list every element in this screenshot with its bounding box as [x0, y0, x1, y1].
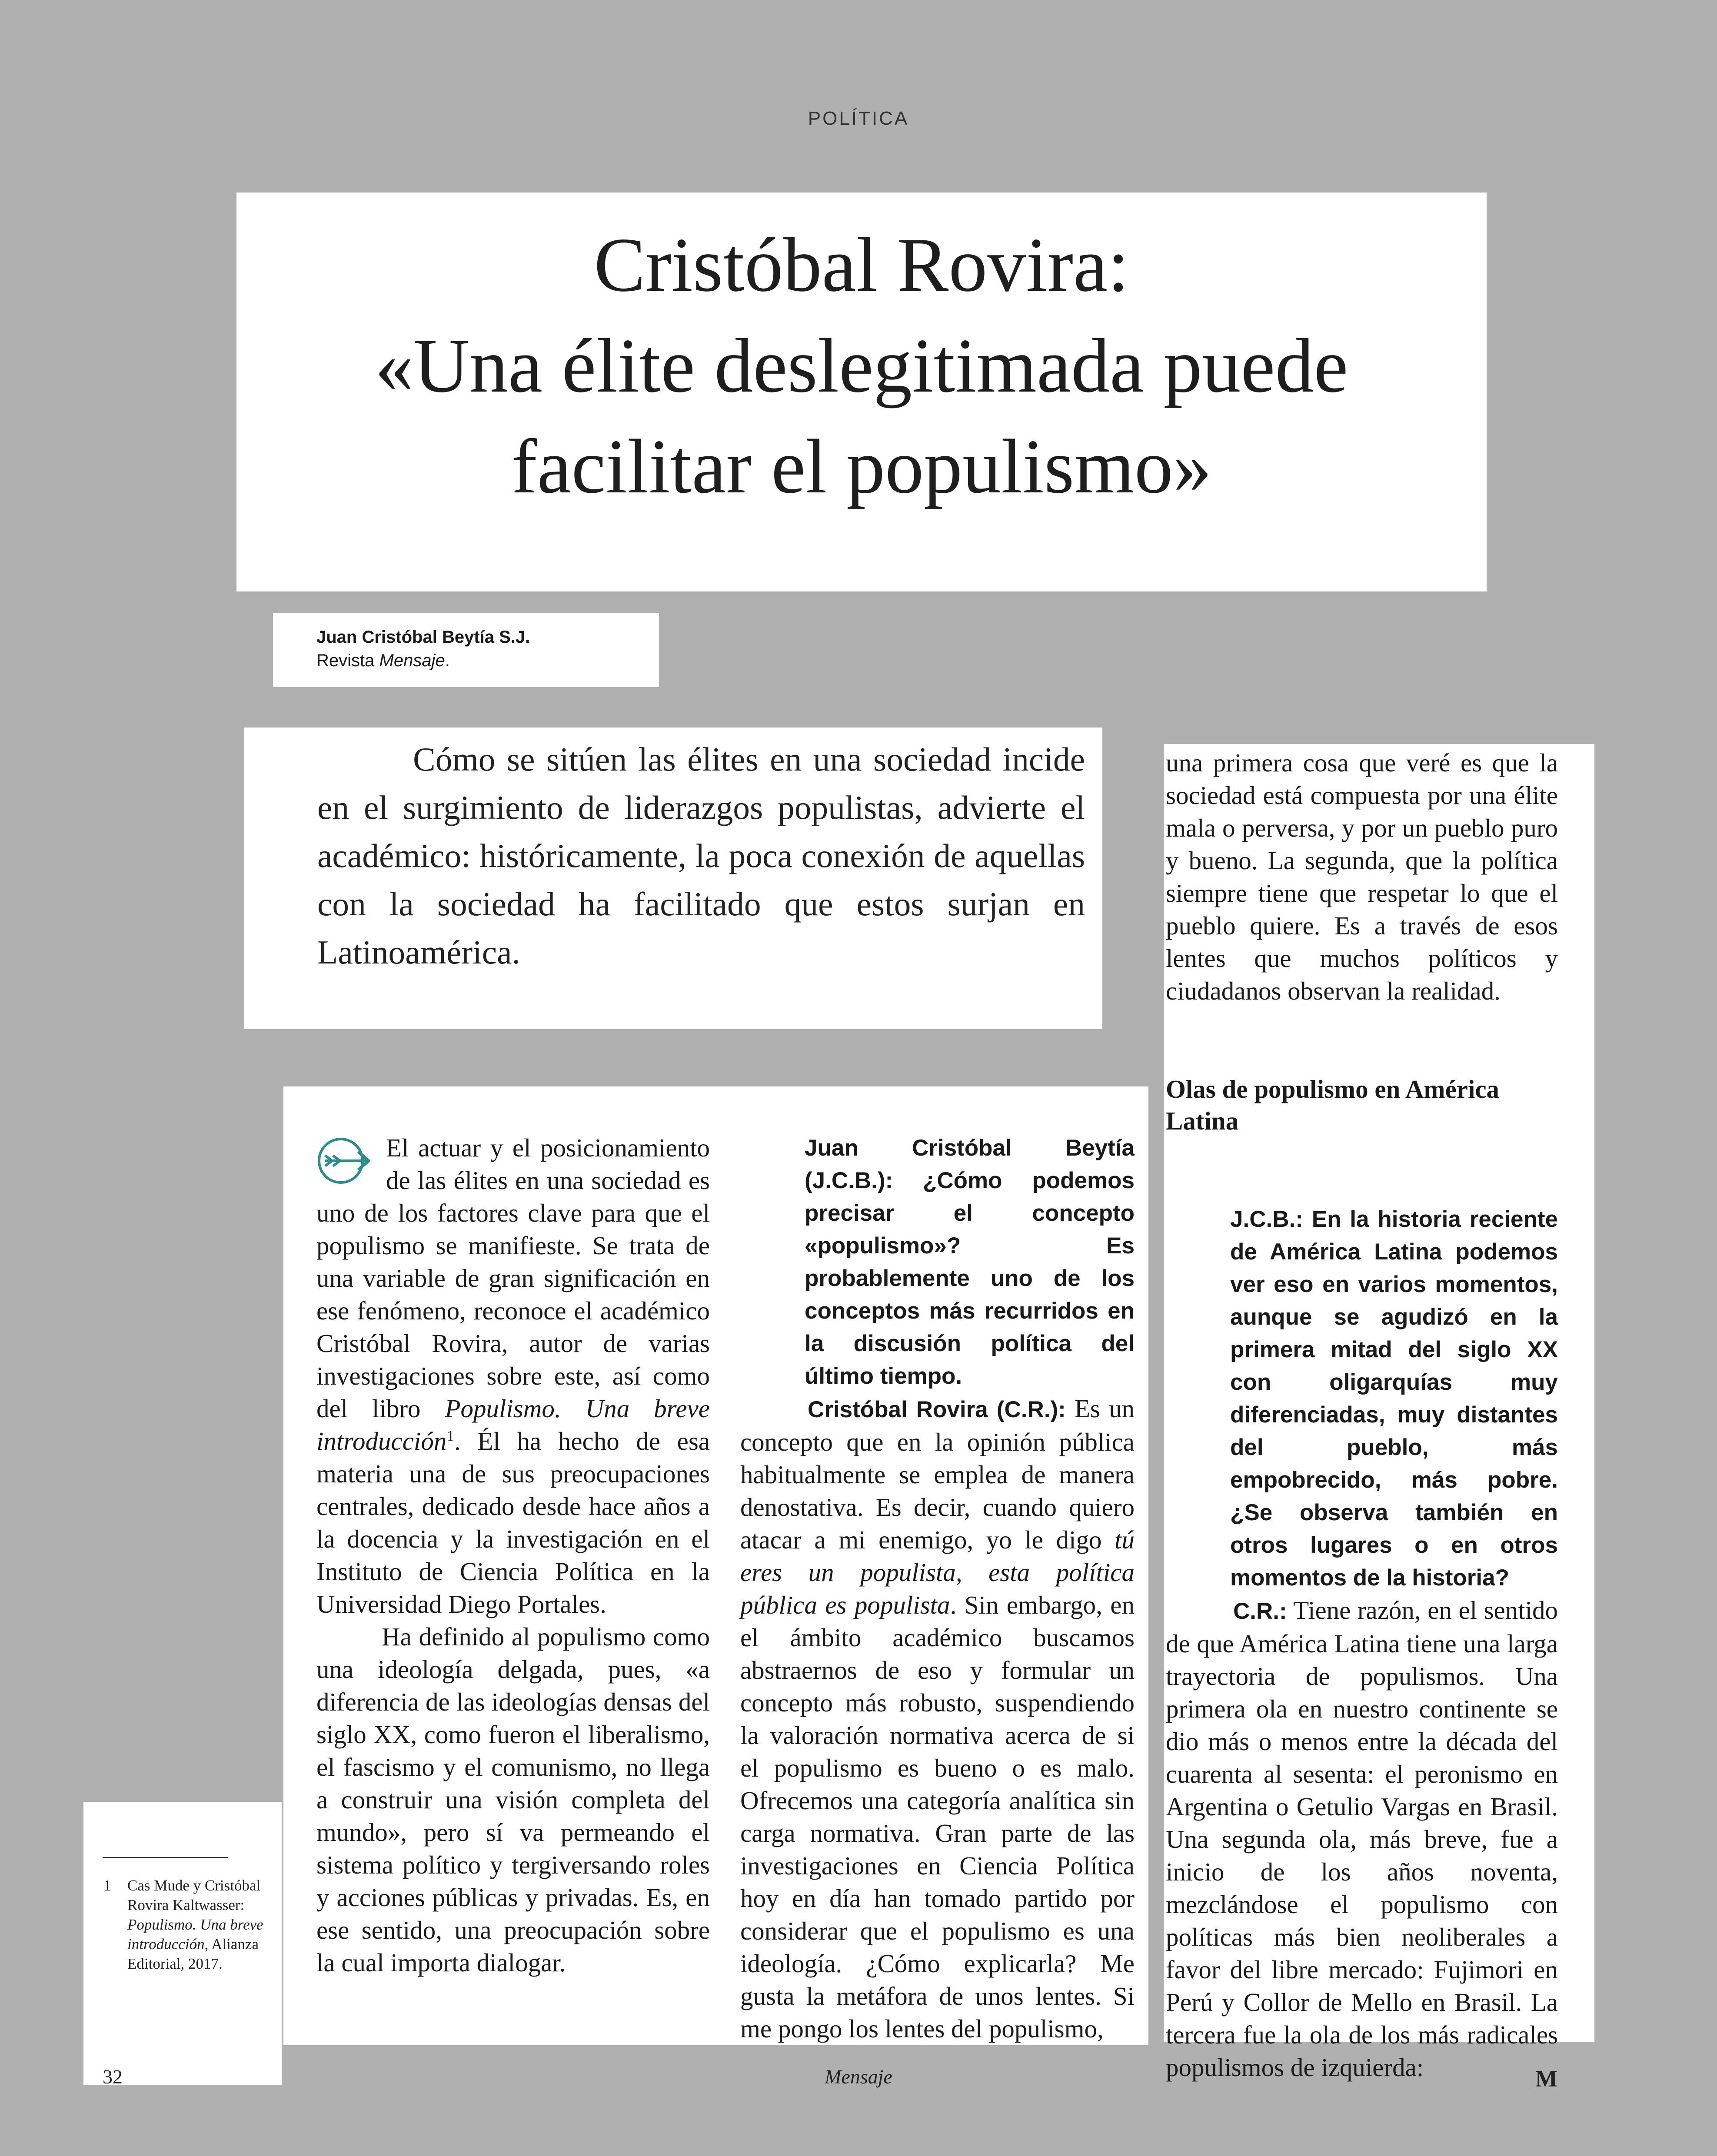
page-number: 32: [103, 2066, 123, 2088]
interview-answer-1: Cristóbal Rovira (C.R.): Es un concepto que en la opinión pública habitualmente se emplea de manera denostativa. Es decir, cuando quiero atacar a mi enemigo, yo le digo tú eres un populista, esta política pública es populista. Sin embargo, en el ámbito académico buscamos abstraernos de eso y formular un concepto más robusto, suspendiendo la valoración normativa acerca de si el populismo es bueno o es malo. Ofrecemos una categoría analítica sin carga normativa. Gran parte de las investigaciones en Ciencia Política hoy en día han tomado partido por considerar que el populismo es una ideología. ¿Cómo explicarla? Me gusta la metáfora de unos lentes. Si me pongo los lentes del populismo,: [740, 1394, 1135, 2043]
interview-question-2: J.C.B.: En la historia reciente de América Latina podemos ver eso en varios momentos, aunque se agudizó en la primera mitad del siglo XX con oligarquías muy diferenciadas, muy distantes del pueblo, más empobrecido, más pobre. ¿Se observa también en otros lugares o en otros momentos de la historia?: [1230, 1206, 1558, 1591]
headline-box: [236, 193, 1487, 591]
intro-paragraph-2: Ha definido al populismo como una ideología delgada, pues, «a diferencia de las ideologías densas del siglo XX, como fueron el liberalismo, el fascismo y el comunismo, no llega a construir una visión completa del mundo», pero sí va permeando el sistema político y tergiversando roles y acciones públicas y privadas. Es, en ese sentido, una preocupación sobre la cual importa dialogar.: [316, 1622, 710, 1977]
magazine-logo: M: [1535, 2066, 1557, 2092]
author-name: Juan Cristóbal Beytía S.J.: [316, 628, 530, 647]
magazine-name: Mensaje: [825, 2066, 892, 2088]
footnote-text: Cas Mude y Cristóbal Rovira Kaltwasser: Populismo. Una breve introducción, Alianza Editorial, 2017.: [127, 1877, 263, 1972]
interview-answer-2: C.R.: Tiene razón, en el sentido de que América Latina tiene una larga trayectoria de populismos. Una primera ola en nuestro continente se dio más o menos entre la década del cuarenta al sesenta: el peronismo en Argentina o Getulio Vargas en Brasil. Una segunda ola, más breve, fue a inicio de los años noventa, mezclándose el populismo con políticas más bien neoliberales a favor del libre mercado: Fujimori en Perú y Collor de Mello en Brasil. La tercera fue la ola de los más radicales populismos de izquierda:: [1166, 1596, 1558, 2082]
author-affiliation: Revista Mensaje.: [316, 651, 450, 670]
column-3: [1166, 747, 1558, 2084]
headline-line-2: «Una élite deslegitimada puede: [375, 322, 1348, 409]
column-2: [740, 1132, 1135, 2045]
footnote: [103, 1876, 277, 1973]
lead-box: [244, 728, 1102, 1029]
answer-1-continued: una primera cosa que veré es que la sociedad está compuesta por una élite mala o perversa, y por un pueblo puro y bueno. La segunda, que la política siempre tiene que respetar lo que el pueblo quiere. Es a través de esos lentes que muchos políticos y ciudadanos observan la realidad.: [1166, 748, 1558, 1005]
footnote-number: 1: [103, 1877, 111, 1894]
footnote-rule: [103, 1857, 228, 1858]
subheading: Olas de populismo en América Latina: [1166, 1075, 1500, 1135]
headline-line-1: Cristóbal Rovira:: [594, 222, 1129, 308]
intro-paragraph-1: El actuar y el posicionamiento de las élites en una sociedad es uno de los factores clave para que el populismo se manifieste. Se trata de una variable de gran significación en ese fenómeno, reconoce el académico Cristóbal Rovira, autor de varias investigaciones sobre este, así como del libro Populismo. Una breve introducción$^1$. Él ha hecho de esa materia una de sus preocupaciones centrales, dedicado desde hace años a la docencia y la investigación en el Instituto de Ciencia Política en la Universidad Diego Portales.: [316, 1133, 710, 1618]
column-1: [316, 1132, 710, 1979]
interview-question-1: Juan Cristóbal Beytía (J.C.B.): ¿Cómo podemos precisar el concepto «populismo»? Es probablemente uno de los conceptos más recurridos en la discusión política del último tiempo.: [805, 1135, 1135, 1389]
byline-box: [273, 613, 659, 687]
section-label: POLÍTICA: [808, 108, 909, 129]
lead-paragraph: Cómo se sitúen las élites en una sociedad incide en el surgimiento de liderazgos populistas, advierte el académico: históricamente, la poca conexión de aquellas con la sociedad ha facilitado que estos surjan en Latinoamérica.: [317, 741, 1085, 971]
headline-line-3: facilitar el populismo»: [511, 423, 1212, 509]
